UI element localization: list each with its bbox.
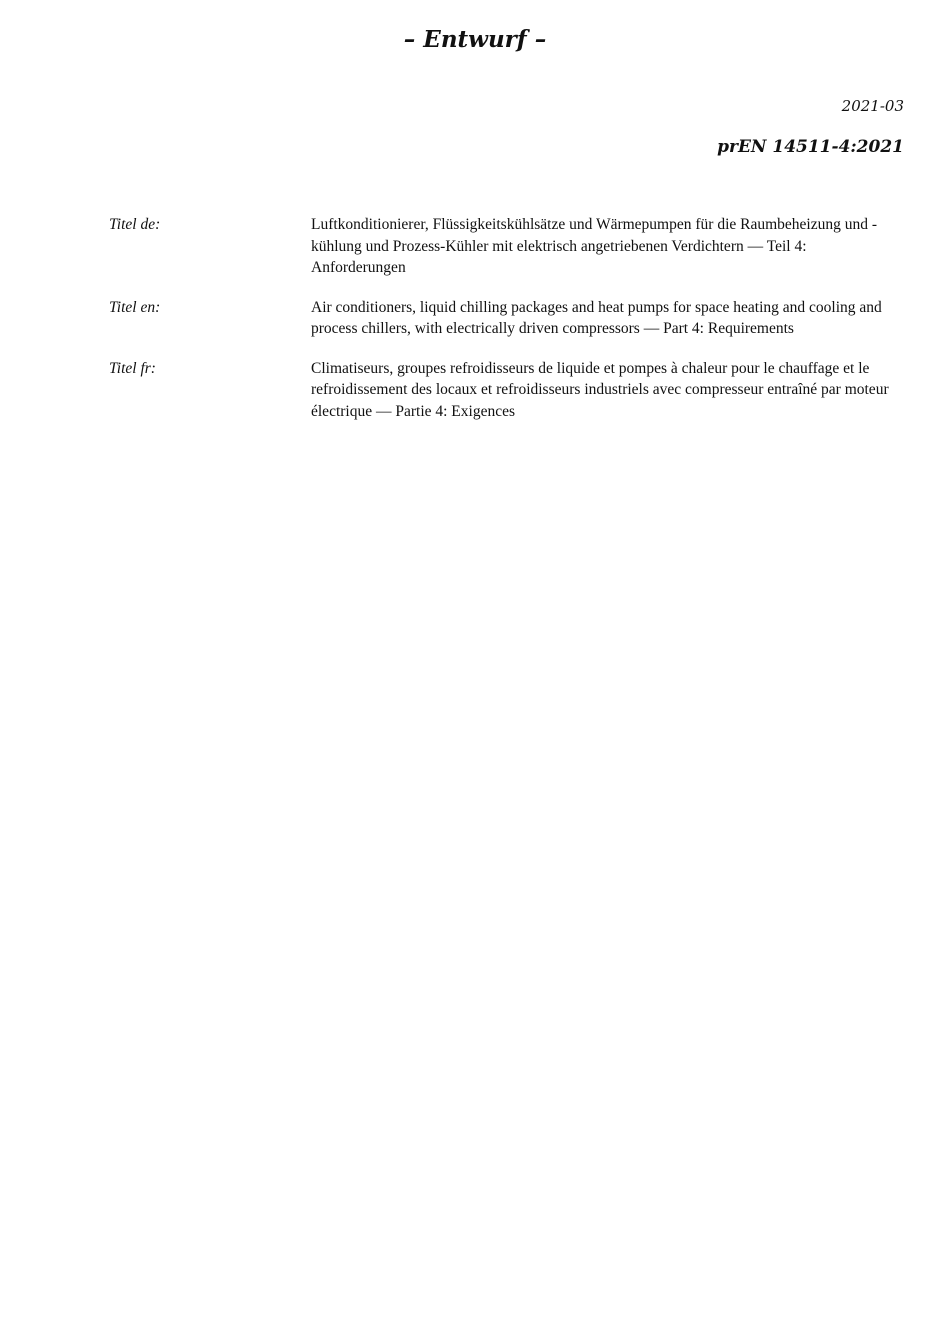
title-text-de: Luftkonditionierer, Flüssigkeitskühlsätze und Wärmepumpen für die Raumbeheizung und -kühlung und Prozess-Kühler mit elektrisch angetriebenen Verdichtern — Teil 4: Anforderungen — [311, 216, 878, 276]
draft-heading: – Entwurf – — [403, 26, 547, 53]
document-date: 2021-03 — [841, 97, 904, 115]
title-row-fr — [109, 358, 904, 423]
title-text-en: Air conditioners, liquid chilling packages and heat pumps for space heating and cooling and process chillers, with electrically driven compressors — Part 4: Requirements — [311, 298, 882, 337]
title-label-fr: Titel fr: — [109, 359, 156, 377]
titles-table — [109, 214, 904, 440]
document-number: prEN 14511-4:2021 — [717, 137, 904, 157]
title-text-fr: Climatiseurs, groupes refroidisseurs de liquide et pompes à chaleur pour le chauffage et le refroidissement des locaux et refroidisseurs industriels avec compresseur entraîné par moteur électrique — Partie 4: Exigences — [311, 359, 889, 420]
title-label-de: Titel de: — [109, 216, 161, 233]
title-label-en: Titel en: — [109, 298, 161, 316]
title-row-en — [109, 297, 904, 340]
title-row-de — [109, 214, 904, 279]
